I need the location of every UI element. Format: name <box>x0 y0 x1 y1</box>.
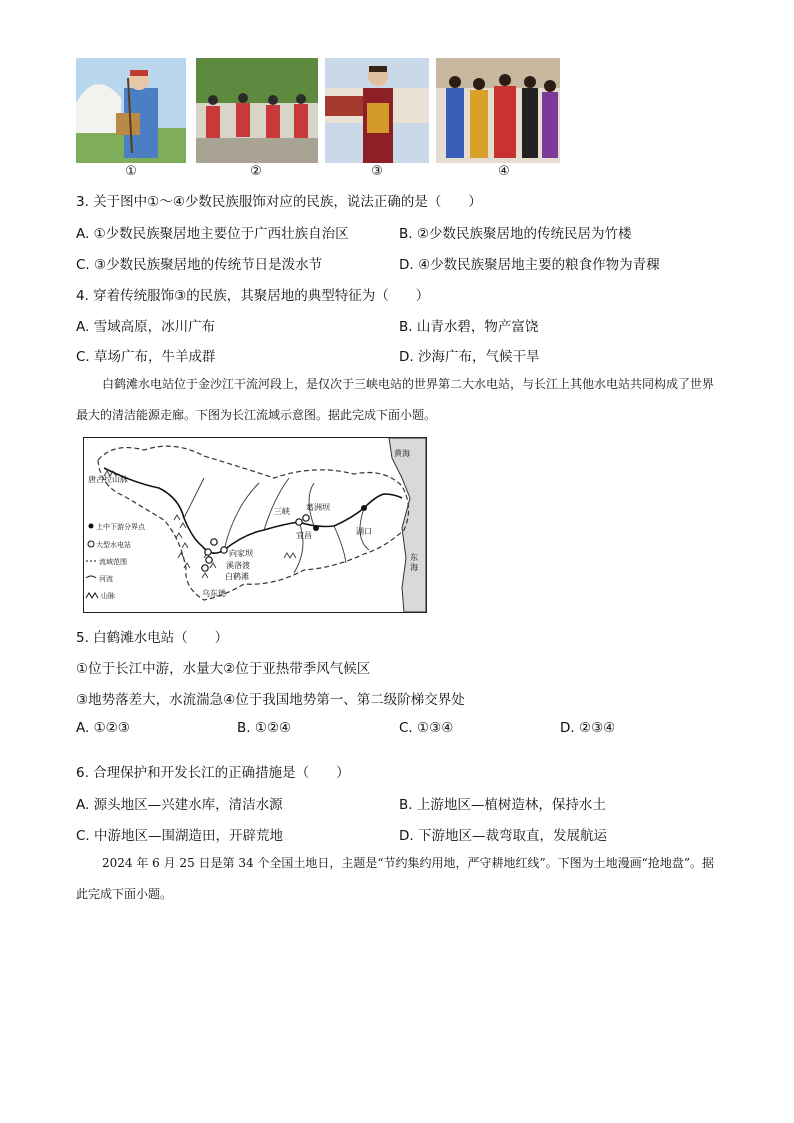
intro-paragraph-2: 2024 年 6 月 25 日是第 34 个全国土地日，主题是“节约集约用地，严守耕地红线”。下图为土地漫画“抢地盘”。据此完成下面小题。 <box>76 856 714 901</box>
legend-mountain: 山脉 <box>101 592 115 600</box>
intro-paragraph-1: 白鹤滩水电站位于金沙江干流河段上，是仅次于三峡电站的世界第二大水电站，与长江上其他水电站共同构成了世界最大的清洁能源走廊。下图为长江流域示意图。据此完成下面小题。 <box>76 377 715 422</box>
question-6-option-b: B. 上游地区—植树造林，保持水土 <box>399 797 606 813</box>
photo-4 <box>436 58 560 163</box>
photo-label-1: ① <box>125 164 137 179</box>
photo-label-4: ④ <box>498 164 510 179</box>
question-3-option-a: A. ①少数民族聚居地主要位于广西壮族自治区 <box>76 226 349 242</box>
question-5-statement-2: ③地势落差大，水流湍急④位于我国地势第一、第二级阶梯交界处 <box>76 692 465 708</box>
photo-3 <box>325 58 429 163</box>
question-4-option-a: A. 雪域高原，冰川广布 <box>76 319 216 335</box>
label-tanggula: 唐古拉山脉 <box>88 475 128 484</box>
question-6-option-a: A. 源头地区—兴建水库，清洁水源 <box>76 797 283 813</box>
yangtze-basin-map <box>83 437 427 613</box>
label-sanxia: 三峡 <box>274 507 290 516</box>
photo-label-3: ③ <box>371 164 383 179</box>
question-4-option-d: D. 沙海广布，气候干旱 <box>399 349 540 365</box>
question-4-stem: 4. 穿着传统服饰③的民族，其聚居地的典型特征为（ ） <box>76 288 430 304</box>
photo-1 <box>76 58 186 163</box>
question-3-stem: 3. 关于图中①～④少数民族服饰对应的民族，说法正确的是（ ） <box>76 194 482 210</box>
legend-hydro-station: 大型水电站 <box>96 541 131 549</box>
question-5-stem: 5. 白鹤滩水电站（ ） <box>76 630 229 646</box>
photo-label-2: ② <box>250 164 262 179</box>
photo-2 <box>196 58 318 163</box>
label-yichang: 宜昌 <box>296 531 312 540</box>
label-gezhouba: 葛洲坝 <box>306 503 330 512</box>
question-3-option-d: D. ④少数民族聚居地主要的粮食作物为青稞 <box>399 257 660 273</box>
question-5-option-d: D. ②③④ <box>560 720 616 736</box>
label-xiluodu: 溪洛渡 <box>226 561 250 570</box>
question-5-option-a: A. ①②③ <box>76 720 130 736</box>
question-6-option-d: D. 下游地区—裁弯取直，发展航运 <box>399 828 607 844</box>
label-baihetan: 白鹤滩 <box>225 572 249 581</box>
label-hukou: 湖口 <box>356 527 372 536</box>
question-4-option-c: C. 草场广布，牛羊成群 <box>76 349 216 365</box>
question-6-stem: 6. 合理保护和开发长江的正确措施是（ ） <box>76 765 350 781</box>
label-donghai: 东海 <box>410 553 418 572</box>
question-5-statement-1: ①位于长江中游，水量大②位于亚热带季风气候区 <box>76 661 371 677</box>
legend-river: 河流 <box>99 575 113 583</box>
question-6-option-c: C. 中游地区—围湖造田，开辟荒地 <box>76 828 284 844</box>
legend-division-point: 上中下游分界点 <box>96 523 145 531</box>
label-xiangjiaba: 向家坝 <box>229 549 253 558</box>
label-wudongde: 乌东德 <box>202 589 226 598</box>
question-3-option-b: B. ②少数民族聚居地的传统民居为竹楼 <box>399 226 632 242</box>
question-3-option-c: C. ③少数民族聚居地的传统节日是泼水节 <box>76 257 323 273</box>
label-huanghai: 黄海 <box>394 449 410 458</box>
legend-basin: 流域范围 <box>99 558 127 566</box>
question-5-option-c: C. ①③④ <box>399 720 454 736</box>
question-5-option-b: B. ①②④ <box>237 720 292 736</box>
question-4-option-b: B. 山青水碧，物产富饶 <box>399 319 539 335</box>
